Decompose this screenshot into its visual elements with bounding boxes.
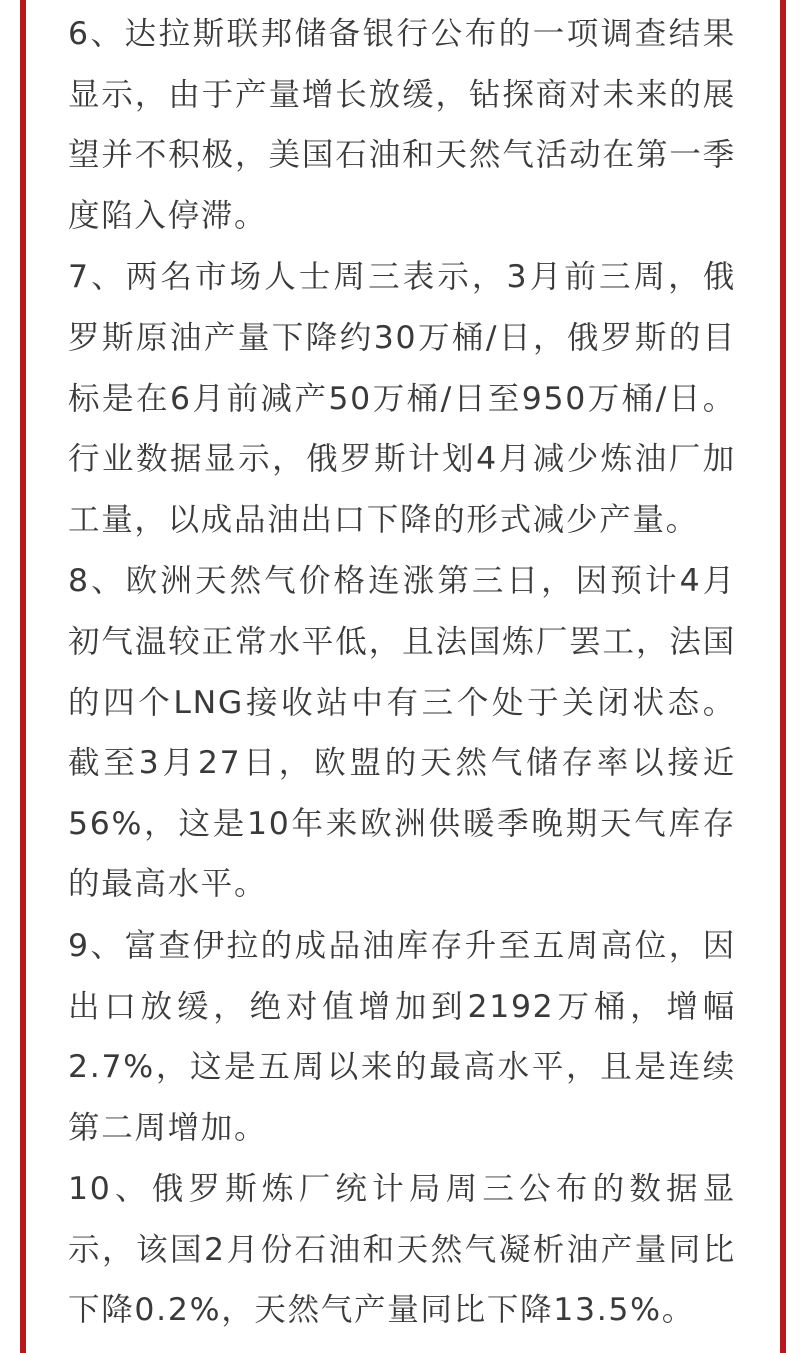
news-item-6: 6、达拉斯联邦储备银行公布的一项调查结果显示，由于产量增长放缓，钻探商对未来的展望并不积极，美国石油和天然气活动在第一季度陷入停滞。 [68, 16, 736, 234]
news-item-7: 7、两名市场人士周三表示，3月前三周，俄罗斯原油产量下降约30万桶/日，俄罗斯的目标是在6月前减产50万桶/日至950万桶/日。行业数据显示，俄罗斯计划4月减少炼油厂加工量，以成品油出口下降的形式减少产量。 [68, 259, 736, 538]
news-item-9: 9、富查伊拉的成品油库存升至五周高位，因出口放缓，绝对值增加到2192万桶，增幅2.7%，这是五周以来的最高水平，且是连续第二周增加。 [68, 927, 736, 1146]
article-body [68, 4, 736, 1342]
news-item-8: 8、欧洲天然气价格连涨第三日，因预计4月初气温较正常水平低，且法国炼厂罢工，法国的四个LNG接收站中有三个处于关闭状态。截至3月27日，欧盟的天然气储存率以接近56%，这是10年来欧洲供暖季晚期天气库存的最高水平。 [68, 563, 736, 903]
news-item-10: 10、俄罗斯炼厂统计局周三公布的数据显示，该国2月份石油和天然气凝析油产量同比下降0.2%，天然气产量同比下降13.5%。 [68, 1171, 736, 1329]
